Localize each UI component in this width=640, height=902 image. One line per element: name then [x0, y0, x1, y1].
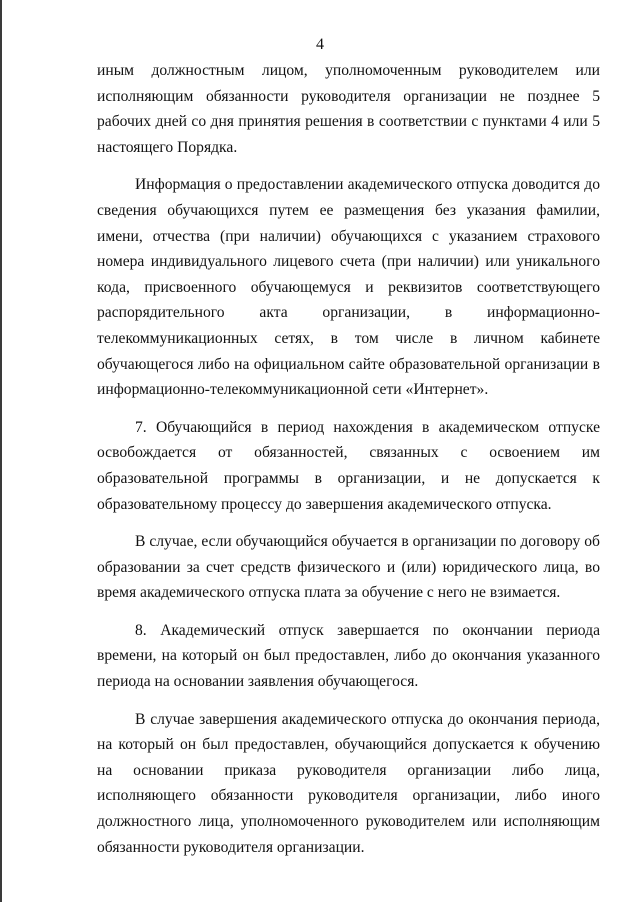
scan-edge [0, 0, 2, 902]
document-body [97, 58, 600, 860]
paragraph-item-8: 8. Академический отпуск завершается по окончании периода времени, на который он был предоставлен, либо до окончания указанного периода на основании заявления обучающегося. [97, 621, 600, 691]
paragraph-info-publication: Информация о предоставлении академического отпуска доводится до сведения обучающихся путем ее размещения без указания фамилии, имени, отчества (при наличии) обучающихся с указанием страхового номера индивидуального лицевого счета (при наличии) или уникального кода, присвоенного обучающемуся и реквизитов соответствующего распорядительного акта организации, в информационно-телекоммуникационных сетях, в том числе в личном кабинете обучающегося либо на официальном сайте образовательной организации в информационно-телекоммуникационной сети «Интернет». [97, 176, 600, 399]
paragraph-early-completion: В случае завершения академического отпуска до окончания периода, на который он был предоставлен, обучающийся допускается к обучению на основании приказа руководителя организации либо лица, исполняющего обязанности руководителя организации, либо иного должностного лица, уполномоченного руководителем или исполняющим обязанности руководителя организации. [97, 710, 600, 856]
paragraph-continuation: иным должностным лицом, уполномоченным руководителем или исполняющим обязанности руководителя организации не позднее 5 рабочих дней со дня принятия решения в соответствии с пунктами 4 или 5 настоящего Порядка. [97, 62, 600, 156]
paragraph-item-7: 7. Обучающийся в период нахождения в академическом отпуске освобождается от обязанностей, связанных с освоением им образовательной программы в организации, и не допускается к образовательному процессу до завершения академического отпуска. [97, 418, 600, 513]
paragraph-tuition-fee: В случае, если обучающийся обучается в организации по договору об образовании за счет средств физического и (или) юридического лица, во время академического отпуска плата за обучение с него не взимается. [97, 533, 600, 602]
page-number: 4 [316, 36, 324, 53]
